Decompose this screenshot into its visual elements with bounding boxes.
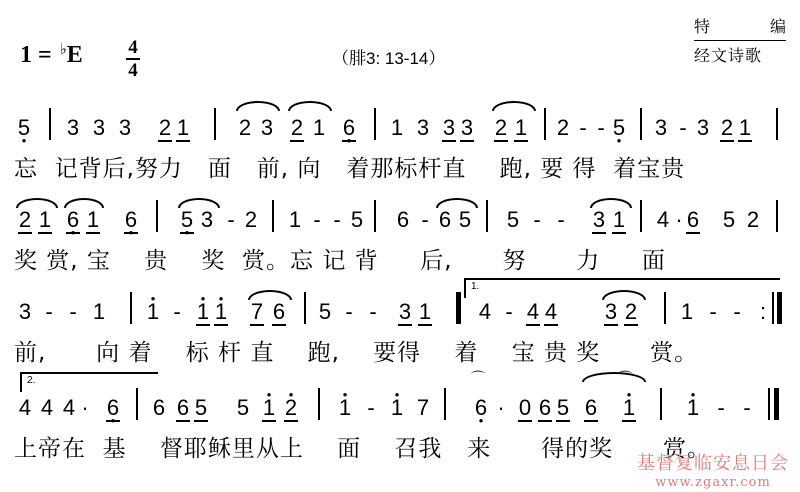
note: 2 (624, 299, 638, 324)
lyrics-line-1: 忘 记背后,努力 面 前, 向 着那标杆直 跑, 要 得 着宝贵 (14, 156, 686, 182)
note: - (733, 299, 741, 324)
note: - (717, 395, 725, 420)
barline (136, 388, 138, 420)
barline (304, 292, 306, 324)
note: 1 (38, 207, 52, 232)
note: 6 • (106, 396, 120, 422)
note: 4 (544, 299, 558, 324)
note: - (679, 115, 687, 140)
note: - (313, 207, 321, 232)
note: 0 (518, 395, 532, 420)
note: - (173, 299, 181, 324)
note: 3 (200, 207, 214, 232)
note: 6 • (124, 208, 138, 234)
note: • 1 (622, 396, 636, 422)
note: 6 • (474, 396, 488, 420)
barline (640, 200, 642, 232)
note: - (69, 299, 77, 324)
note: 2 (290, 115, 304, 140)
note: 4 (40, 395, 54, 420)
note: - (557, 207, 565, 232)
note: • 2 (284, 396, 298, 422)
note: • 1 (196, 300, 210, 326)
note: 4 (62, 395, 76, 420)
note: 1 (418, 299, 432, 324)
barline (130, 292, 132, 324)
slur (288, 101, 332, 111)
note: 2 (158, 115, 172, 140)
note: 1 (612, 207, 626, 232)
note: 6 (538, 395, 552, 420)
second-ending-label: 2. (27, 375, 36, 386)
note: 5 (722, 207, 736, 232)
watermark (633, 449, 793, 490)
slur (582, 372, 646, 382)
note: - (597, 115, 605, 140)
scripture-reference: （腓3: 13-14） (332, 49, 446, 68)
barline (374, 200, 376, 232)
repeat-start (456, 292, 461, 324)
note: · (497, 395, 505, 420)
note: 1 (390, 115, 404, 140)
watermark-url: www.zgaxr.com (655, 475, 771, 490)
note: 3 (442, 115, 456, 140)
note: - (45, 299, 53, 324)
note: 5 • (17, 116, 31, 140)
note: - (421, 207, 429, 232)
note: • 1 (146, 300, 160, 324)
note: 3 (416, 115, 430, 140)
note: 5 • (180, 208, 194, 234)
barline (776, 200, 778, 232)
slur (492, 101, 536, 111)
note: • 1 (214, 300, 228, 326)
barline (544, 108, 546, 140)
note: 6 (152, 395, 166, 420)
note: 6 (176, 395, 190, 420)
note: · (81, 395, 89, 420)
note: 5 (236, 395, 250, 420)
fermata-icon: ⌒ (618, 370, 632, 386)
note: 6 • (342, 116, 356, 142)
note: - (579, 115, 587, 140)
note: 2 (244, 207, 258, 232)
note: 3 (696, 115, 710, 140)
barline (374, 108, 376, 140)
note: - (333, 207, 341, 232)
note: 3 (66, 115, 80, 140)
note: 1 (514, 115, 528, 140)
lyrics-line-4: 上帝在 基 督耶稣里从上 面 召我 来 得的奖 赏。 (14, 436, 712, 462)
note: 3 (398, 299, 412, 324)
note: 6 (438, 207, 452, 232)
note: 3 (118, 115, 132, 140)
barline (49, 108, 51, 140)
note: 6 (396, 207, 410, 232)
note: 3 (604, 299, 618, 324)
credit-char-1: 特 (694, 19, 711, 36)
key-signature: 1 = ♭E (20, 42, 83, 68)
watermark-title: 基督复临安息日会 (637, 453, 789, 474)
note: 3 (18, 299, 32, 324)
note: - (227, 207, 235, 232)
note: 2 (18, 207, 32, 232)
barline (272, 200, 274, 232)
lyrics-line-2: 奖 赏, 宝 贵 奖 赏。忘 记 背 后, 努 力 面 (14, 248, 666, 274)
note: 5 (318, 299, 332, 324)
note: 2 (494, 115, 508, 140)
barline (318, 388, 320, 420)
note: 4 (18, 395, 32, 420)
note: 2 (238, 115, 252, 140)
note: 7 (250, 299, 264, 324)
note: 3 (92, 115, 106, 140)
note: 3 (654, 115, 668, 140)
note: 5 (350, 207, 364, 232)
barline (660, 388, 662, 420)
barline (486, 200, 488, 232)
final-barline (774, 388, 779, 420)
barline (444, 388, 446, 420)
note: 4 (656, 207, 670, 232)
fermata-icon: ⌒ (471, 370, 485, 386)
note: - (743, 395, 751, 420)
note: 1 (176, 115, 190, 140)
note: 7 (416, 395, 430, 420)
note: - (345, 299, 353, 324)
first-ending-label: 1. (471, 281, 480, 292)
note: - (369, 299, 377, 324)
repeat-dots: : (759, 299, 767, 324)
note: 3 (260, 115, 274, 140)
note: 6 • (66, 208, 80, 234)
note: • 1 (390, 396, 404, 420)
note: 5 • (612, 116, 626, 140)
lyrics-line-3: 前, 向 着 标 杆 直 跑, 要得 着 宝 贵 奖 赏。 (14, 340, 699, 366)
note: 5 (458, 207, 472, 232)
note: - (533, 207, 541, 232)
note: • 1 (686, 396, 700, 420)
note: · (675, 207, 683, 232)
note: 2 (720, 115, 734, 140)
meter-top: 4 (128, 37, 138, 58)
note: - (709, 299, 717, 324)
barline (768, 388, 770, 420)
credit-source: 经文诗歌 (694, 40, 786, 66)
note: 1 (86, 207, 100, 232)
note: • 1 (262, 396, 276, 422)
credit-char-2: 编 (769, 19, 786, 36)
flat-sign: ♭ (59, 42, 67, 58)
repeat-end (777, 292, 782, 324)
note: - (505, 299, 513, 324)
note: 1 (312, 115, 326, 140)
note: 5 (506, 207, 520, 232)
note: 4 (478, 299, 492, 324)
note: 5 (556, 395, 570, 420)
barline (772, 292, 774, 324)
note: 6 (272, 299, 286, 324)
barline (776, 108, 778, 140)
barline (664, 292, 666, 324)
note: 1 (288, 207, 302, 232)
note: 4 (526, 299, 540, 324)
note: 6 (686, 207, 700, 232)
barline (640, 108, 642, 140)
note: 1 (680, 299, 694, 324)
barline (214, 108, 216, 140)
note: 3 (460, 115, 474, 140)
note: 3 (592, 207, 606, 232)
note: 1 (92, 299, 106, 324)
slur (236, 101, 280, 111)
note: 1 (738, 115, 752, 140)
note: • 1 (338, 396, 352, 420)
note: 6 (584, 395, 598, 420)
note: 2 (746, 207, 760, 232)
note: 2 (556, 115, 570, 140)
barline (156, 200, 158, 232)
note: - (367, 395, 375, 420)
note: 5 (194, 395, 208, 420)
meter-bottom: 4 (128, 60, 138, 81)
